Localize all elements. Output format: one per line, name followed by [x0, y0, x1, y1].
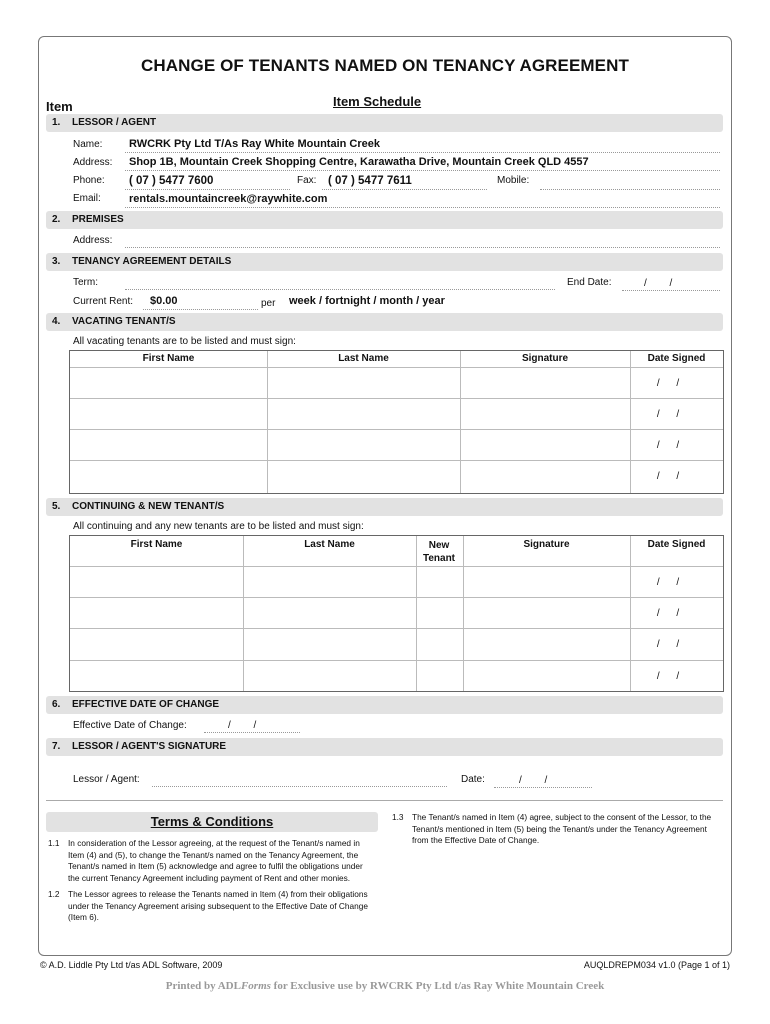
- date-signed-cell[interactable]: / /: [656, 440, 680, 451]
- per-label: per: [261, 298, 276, 309]
- section-number: 6.: [52, 699, 61, 710]
- lessor-address-label: Address:: [73, 157, 113, 168]
- section-2-bar: [46, 211, 723, 229]
- continuing-tenants-table: [69, 535, 724, 692]
- fax-label: Fax:: [297, 175, 317, 186]
- lessor-name-field[interactable]: RWCRK Pty Ltd T/As Ray White Mountain Creek: [129, 138, 380, 150]
- section-title: LESSOR / AGENT: [72, 117, 157, 128]
- effective-date-line: [204, 732, 300, 733]
- vacating-tenants-table: [69, 350, 724, 494]
- column-header-signature: Signature: [523, 539, 570, 550]
- address-line: [125, 170, 720, 171]
- premises-address-field[interactable]: [125, 247, 720, 248]
- mobile-field[interactable]: [540, 189, 720, 190]
- copyright-notice: © A.D. Liddle Pty Ltd t/as ADL Software, 2009: [40, 960, 223, 970]
- email-line: [125, 207, 720, 208]
- section-number: 5.: [52, 501, 61, 512]
- vacating-instruction: All vacating tenants are to be listed and must sign:: [73, 336, 296, 347]
- signature-date-line: [494, 787, 592, 788]
- item-schedule-heading: Item Schedule: [333, 94, 422, 109]
- section-3-bar: [46, 253, 723, 271]
- term-1-2: 1.2 The Lessor agrees to release the Tenants named in Item (4) from their obligations under the Tenancy Agreement arising subsequent to the Effective Date of Change (Item 6).: [48, 889, 368, 923]
- rent-field[interactable]: $0.00: [150, 295, 178, 307]
- section-6-bar: [46, 696, 723, 714]
- section-number: 2.: [52, 214, 61, 225]
- column-header-date-signed: Date Signed: [647, 539, 706, 550]
- phone-field[interactable]: ( 07 ) 5477 7600: [129, 175, 214, 187]
- column-header-new-tenant: New Tenant: [422, 540, 456, 564]
- section-7-bar: [46, 738, 723, 756]
- column-header-last-name: Last Name: [304, 539, 355, 550]
- section-5-bar: [46, 498, 723, 516]
- term-1-3: 1.3 The Tenant/s named in Item (4) agree, subject to the consent of the Lessor, to the Tenant/s mentioned in Item (5) being the Tenant/s under the Tenancy Agreement from the Effective Date of Change.: [392, 812, 712, 846]
- lessor-agent-signature-field[interactable]: [152, 786, 447, 787]
- lessor-agent-signature-label: Lessor / Agent:: [73, 774, 140, 785]
- section-title: PREMISES: [72, 214, 124, 225]
- signature-date-label: Date:: [461, 774, 485, 785]
- date-signed-cell[interactable]: / /: [656, 671, 680, 682]
- signature-date-field[interactable]: / /: [519, 775, 548, 786]
- phone-label: Phone:: [73, 175, 105, 186]
- effective-date-field[interactable]: / /: [228, 720, 257, 731]
- end-date-field[interactable]: / /: [644, 278, 673, 289]
- term-field[interactable]: [125, 289, 555, 290]
- date-signed-cell[interactable]: / /: [656, 577, 680, 588]
- printed-by-notice: Printed by ADLForms for Exclusive use by RWCRK Pty Ltd t/as Ray White Mountain Creek: [165, 980, 605, 992]
- section-number: 1.: [52, 117, 61, 128]
- term-label: Term:: [73, 277, 98, 288]
- item-heading: Item: [46, 99, 73, 114]
- date-signed-cell[interactable]: / /: [656, 378, 680, 389]
- section-title: EFFECTIVE DATE OF CHANGE: [72, 699, 220, 710]
- name-line: [125, 152, 720, 153]
- end-date-line: [622, 290, 720, 291]
- section-title: VACATING TENANT/S: [72, 316, 176, 327]
- email-field[interactable]: rentals.mountaincreek@raywhite.com: [129, 193, 328, 205]
- date-signed-cell[interactable]: / /: [656, 639, 680, 650]
- date-signed-cell[interactable]: / /: [656, 608, 680, 619]
- section-number: 7.: [52, 741, 61, 752]
- terms-heading: Terms & Conditions: [150, 814, 274, 829]
- section-number: 3.: [52, 256, 61, 267]
- section-title: LESSOR / AGENT'S SIGNATURE: [72, 741, 227, 752]
- column-header-last-name: Last Name: [338, 353, 389, 364]
- date-signed-cell[interactable]: / /: [656, 471, 680, 482]
- column-header-first-name: First Name: [130, 539, 183, 550]
- term-1-1: 1.1 In consideration of the Lessor agreeing, at the request of the Tenant/s named in Item (4) and (5), to change the Tenant/s named on the Tenancy Agreement, the Tenant/s named in Item (5) acknowledge and agree to fulfil the obligations under the current Tenancy Agreement including payment of Rent and other monies.: [48, 838, 363, 883]
- fax-field[interactable]: ( 07 ) 5477 7611: [328, 175, 412, 187]
- lessor-address-field[interactable]: Shop 1B, Mountain Creek Shopping Centre, Karawatha Drive, Mountain Creek QLD 4557: [129, 156, 589, 168]
- date-signed-cell[interactable]: / /: [656, 409, 680, 420]
- fax-line: [322, 189, 487, 190]
- continuing-instruction: All continuing and any new tenants are to be listed and must sign:: [73, 521, 364, 532]
- rent-label: Current Rent:: [73, 296, 134, 307]
- effective-date-label: Effective Date of Change:: [73, 720, 187, 731]
- section-title: CONTINUING & NEW TENANT/S: [72, 501, 225, 512]
- premises-address-label: Address:: [73, 235, 113, 246]
- divider: [46, 800, 723, 801]
- phone-line: [125, 189, 290, 190]
- column-header-signature: Signature: [521, 353, 569, 364]
- mobile-label: Mobile:: [497, 175, 530, 186]
- email-label: Email:: [73, 193, 101, 204]
- page-title: CHANGE OF TENANTS NAMED ON TENANCY AGREEMENT: [141, 56, 629, 75]
- section-1-bar: [46, 114, 723, 132]
- lessor-name-label: Name:: [73, 139, 103, 150]
- rent-line: [143, 309, 258, 310]
- section-title: TENANCY AGREEMENT DETAILS: [72, 256, 232, 267]
- column-header-date-signed: Date Signed: [647, 353, 706, 364]
- end-date-label: End Date:: [567, 277, 612, 288]
- form-code: AUQLDREPM034 v1.0 (Page 1 of 1): [583, 960, 730, 970]
- column-header-first-name: First Name: [142, 353, 195, 364]
- section-4-bar: [46, 313, 723, 331]
- section-number: 4.: [52, 316, 61, 327]
- rent-period-options[interactable]: week / fortnight / month / year: [289, 295, 445, 307]
